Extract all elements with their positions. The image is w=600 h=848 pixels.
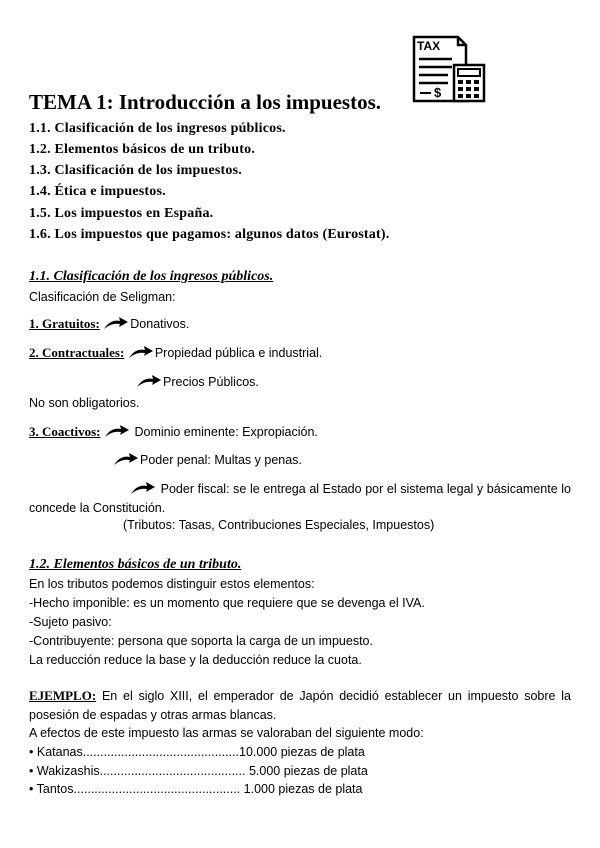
- section-1-heading: 1.1. Clasificación de los ingresos públicos.: [29, 269, 274, 284]
- tax-label: TAX: [417, 39, 441, 53]
- leader-dots: ..........................................: [99, 764, 246, 778]
- toc-item-3: 1.3. Clasificación de los impuestos.: [29, 163, 242, 178]
- arrow-right-icon: [103, 316, 129, 330]
- section-2-line-5: La reducción reduce la base y la deducción reduce la cuota.: [29, 653, 362, 667]
- weapon-name: Tantos: [36, 782, 74, 796]
- contractuales-label: 2. Contractuales:: [29, 345, 125, 360]
- toc-item-6: 1.6. Los impuestos que pagamos: algunos datos (Eurostat).: [29, 227, 390, 242]
- weapon-value: 5.000 piezas de plata: [245, 764, 368, 778]
- contractuales-row: [29, 345, 322, 361]
- weapon-row-katanas: • Katanas.............................................10.000 piezas de plata: [29, 745, 365, 759]
- tributos-note: (Tributos: Tasas, Contribuciones Especiales, Impuestos): [123, 518, 435, 532]
- weapon-value: 1.000 piezas de plata: [240, 782, 363, 796]
- arrow-right-icon: [113, 452, 139, 466]
- toc-item-1: 1.1. Clasificación de los ingresos públicos.: [29, 121, 286, 136]
- arrow-right-icon: [136, 374, 162, 388]
- coactivos-label: 3. Coactivos:: [29, 424, 101, 439]
- coactivos-row-3: [29, 480, 571, 518]
- coactivos-row: [29, 424, 318, 440]
- section-2-line-3: -Sujeto pasivo:: [29, 615, 112, 629]
- toc-item-5: 1.5. Los impuestos en España.: [29, 206, 214, 221]
- weapon-row-wakizashis: • Wakizashis.......................................... 5.000 piezas de plata: [29, 764, 368, 778]
- leader-dots: ................................................: [73, 782, 241, 796]
- section-2-line-2: -Hecho imponible: es un momento que requiere que se devenga el IVA.: [29, 596, 425, 610]
- section-1-intro: Clasificación de Seligman:: [29, 290, 176, 304]
- coactivos-row-2: [113, 452, 302, 467]
- section-2-heading: 1.2. Elementos básicos de un tributo.: [29, 557, 242, 572]
- contractuales-item-2: Precios Públicos.: [163, 375, 259, 389]
- coactivos-item-1: Dominio eminente: Expropiación.: [134, 425, 318, 439]
- arrow-right-icon: [130, 481, 156, 495]
- example-intro: A efectos de este impuesto las armas se valoraban del siguiente modo:: [29, 726, 424, 740]
- toc-item-2: 1.2. Elementos básicos de un tributo.: [29, 142, 255, 157]
- section-1-note: No son obligatorios.: [29, 396, 140, 410]
- section-2-line-4: -Contribuyente: persona que soporta la carga de un impuesto.: [29, 634, 373, 648]
- leader-dots: .............................................: [82, 745, 240, 759]
- example-text: En el siglo XIII, el emperador de Japón decidió establecer un impuesto sobre la posesión de espadas y otras armas blancas.: [29, 689, 571, 722]
- coactivos-item-2: Poder penal: Multas y penas.: [140, 453, 302, 467]
- section-2-line-1: En los tributos podemos distinguir estos elementos:: [29, 577, 315, 591]
- arrow-right-icon: [128, 345, 154, 359]
- contractuales-item-1: Propiedad pública e industrial.: [154, 346, 323, 360]
- arrow-right-icon: [104, 424, 130, 438]
- page-title: TEMA 1: Introducción a los impuestos.: [29, 90, 381, 114]
- tax-document-calculator-icon: [412, 35, 488, 103]
- weapon-value: 10.000 piezas de plata: [239, 745, 365, 759]
- weapon-name: Katanas: [36, 745, 83, 759]
- coactivos-item-3: Poder fiscal: se le entrega al Estado por el sistema legal y básicamente lo concede la Constitución.: [29, 482, 571, 515]
- toc-item-4: 1.4. Ética e impuestos.: [29, 184, 166, 199]
- example-label: EJEMPLO:: [29, 688, 97, 703]
- svg-text:$: $: [434, 85, 442, 100]
- weapon-name: Wakizashis: [36, 764, 100, 778]
- contractuales-row-2: [136, 374, 259, 389]
- weapon-row-tantos: • Tantos................................................ 1.000 piezas de plata: [29, 782, 363, 796]
- gratuitos-label: 1. Gratuitos:: [29, 316, 100, 331]
- example-paragraph: [29, 686, 571, 725]
- gratuitos-row: [29, 316, 189, 332]
- gratuitos-item: Donativos.: [130, 317, 190, 331]
